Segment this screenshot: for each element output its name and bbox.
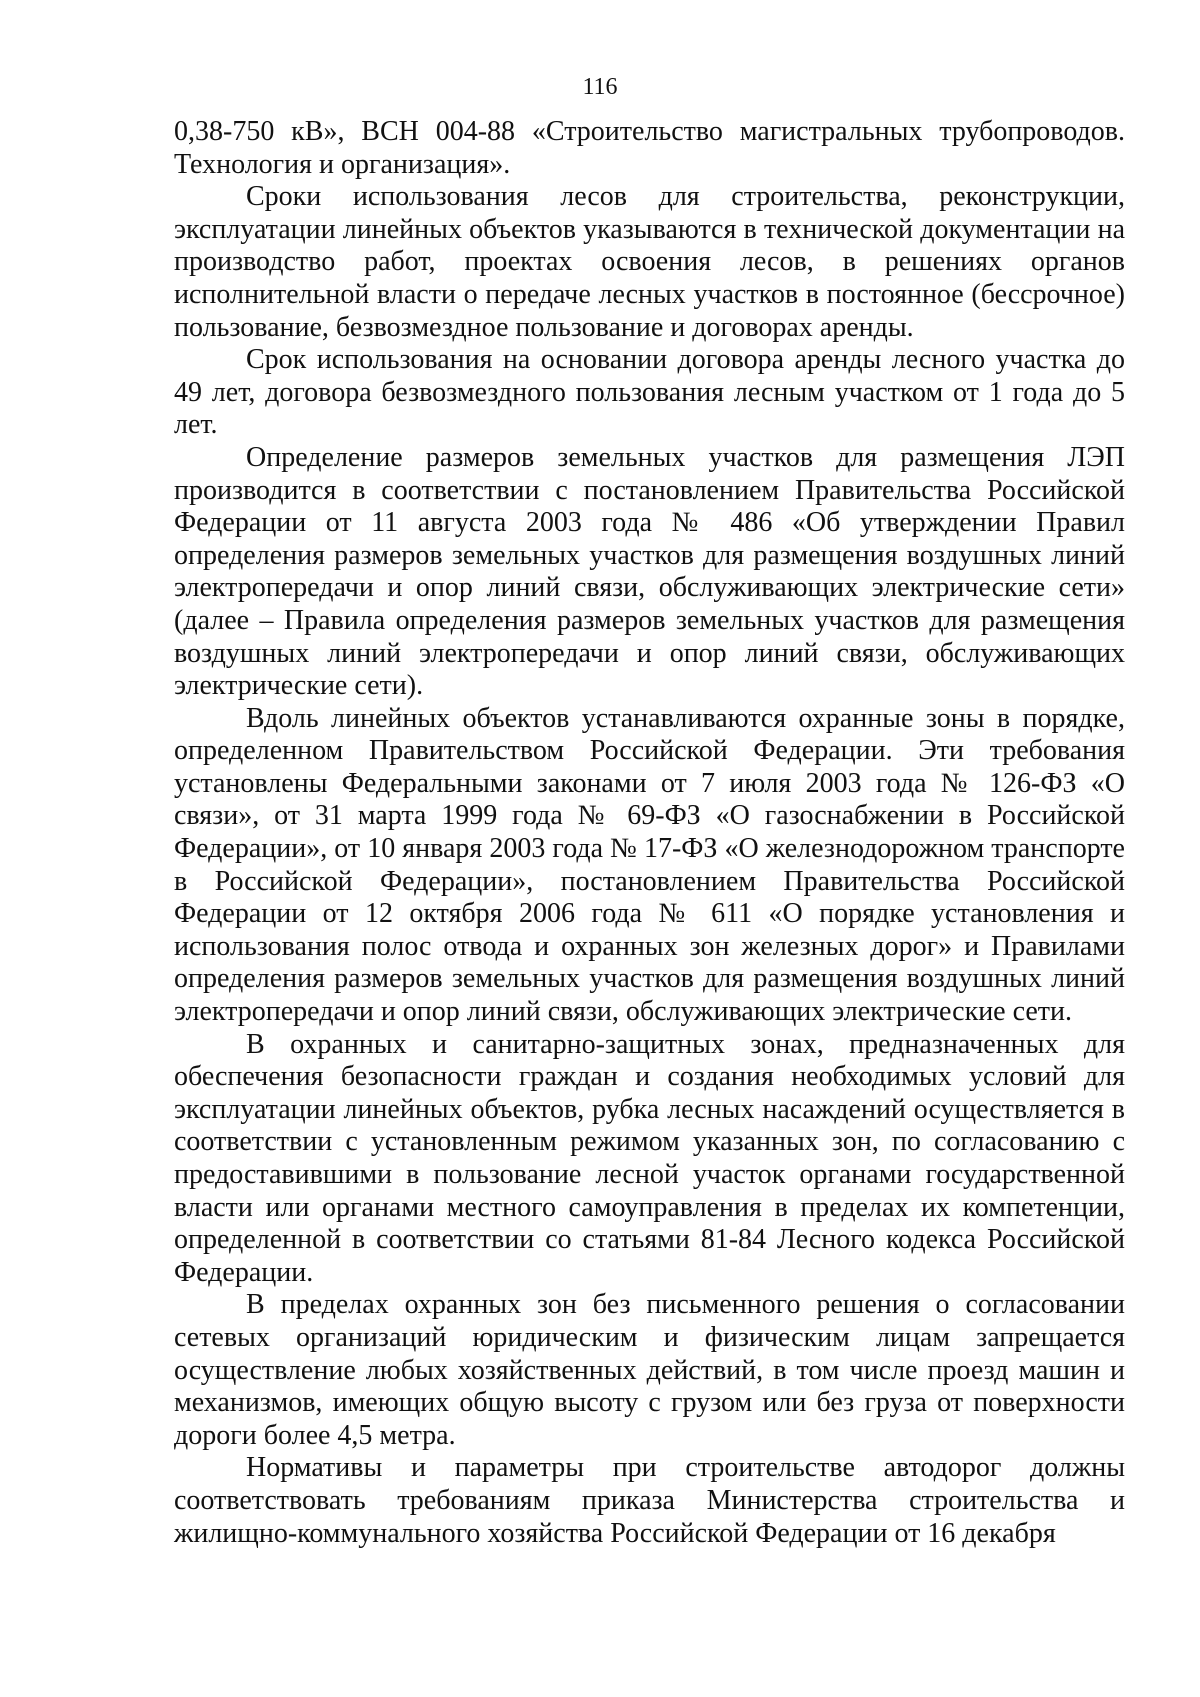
- paragraph-road-standards: Нормативы и параметры при строительстве автодорог должны соответствовать требованиям приказа Министерства строительства и жилищно-коммунального хозяйства Российской Федерации от 16 декабря: [174, 1452, 1125, 1549]
- paragraph-sanitary-zones: В охранных и санитарно-защитных зонах, предназначенных для обеспечения безопасности граждан и создания необходимых условий для эксплуатации линейных объектов, рубка лесных насаждений осуществляется в соответствии с установленным режимом указанных зон, по согласованию с предоставившими в пользование лесной участок органами государственной власти или органами местного самоуправления в пределах их компетенции, определенной в соответствии со статьями 81-84 Лесного кодекса Российской Федерации.: [174, 1028, 1125, 1288]
- document-body: [174, 116, 1125, 1550]
- paragraph-prohibited-actions: В пределах охранных зон без письменного решения о согласовании сетевых организаций юридическим и физическим лицам запрещается осуществление любых хозяйственных действий, в том числе проезд машин и механизмов, имеющих общую высоту с грузом или без груза от поверхности дороги более 4,5 метра.: [174, 1289, 1125, 1451]
- paragraph-forest-use-terms: Сроки использования лесов для строительства, реконструкции, эксплуатации линейных объектов указываются в технической документации на производство работ, проектах освоения лесов, в решениях органов исполнительной власти о передаче лесных участков в постоянное (бессрочное) пользование, безвозмездное пользование и договорах аренды.: [174, 181, 1125, 343]
- paragraph-continuation: 0,38-750 кВ», ВСН 004-88 «Строительство магистральных трубопроводов. Технология и организация».: [174, 116, 1125, 180]
- paragraph-land-plot-sizes: Определение размеров земельных участков для размещения ЛЭП производится в соответствии с постановлением Правительства Российской Федерации от 11 августа 2003 года № 486 «Об утверждении Правил определения размеров земельных участков для размещения воздушных линий электропередачи и опор линий связи, обслуживающих электрические сети» (далее – Правила определения размеров земельных участков для размещения воздушных линий электропередачи и опор линий связи, обслуживающих электрические сети).: [174, 441, 1125, 702]
- paragraph-lease-duration: Срок использования на основании договора аренды лесного участка до 49 лет, договора безвозмездного пользования лесным участком от 1 года до 5 лет.: [174, 344, 1125, 441]
- page-number: 116: [582, 74, 618, 100]
- paragraph-protection-zones: Вдоль линейных объектов устанавливаются охранные зоны в порядке, определенном Правительством Российской Федерации. Эти требования установлены Федеральными законами от 7 июля 2003 года № 126-ФЗ «О связи», от 31 марта 1999 года № 69-ФЗ «О газоснабжении в Российской Федерации», от 10 января 2003 года № 17-ФЗ «О железнодорожном транспорте в Российской Федерации», постановлением Правительства Российской Федерации от 12 октября 2006 года № 611 «О порядке установления и использования полос отвода и охранных зон железных дорог» и Правилами определения размеров земельных участков для размещения воздушных линий электропередачи и опор линий связи, обслуживающих электрические сети.: [174, 702, 1125, 1028]
